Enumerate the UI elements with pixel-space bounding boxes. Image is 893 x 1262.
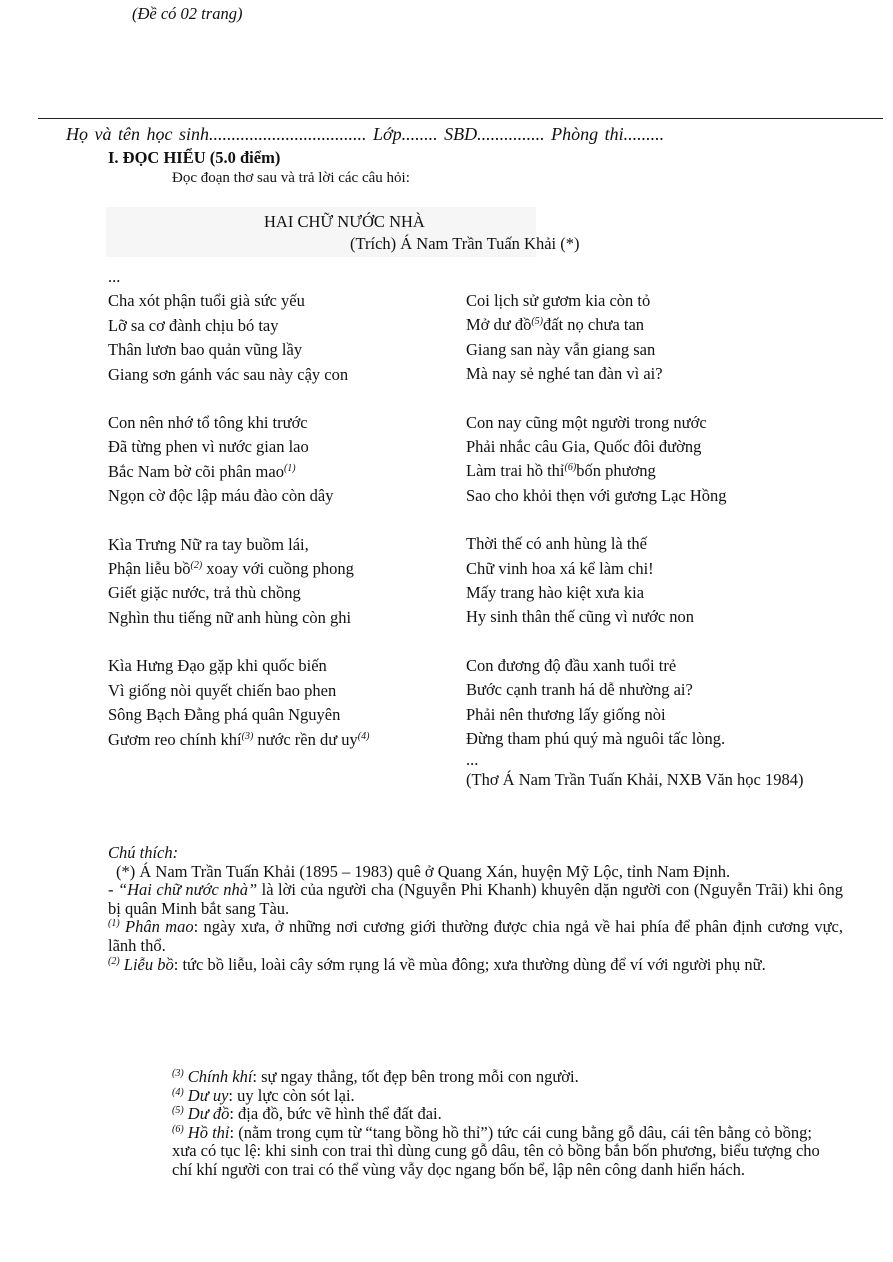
notes-block-indented [172, 1068, 832, 1180]
note-item: $^{(3)}$ Chính khí: sự ngay thẳng, tốt đẹp bên trong mỗi con người. [172, 1067, 579, 1086]
divider-line [38, 118, 883, 119]
poem-line: Đã từng phen vì nước gian lao [108, 437, 309, 457]
poem-line: Con nay cũng một người trong nước [466, 412, 707, 432]
note-item: $^{(2)}$ Liễu bồ: tức bồ liễu, loài cây sớm rụng lá về mùa đông; xưa thường dùng để ví với người phụ nữ. [108, 954, 766, 974]
poem-line: Bước cạnh tranh há dễ nhường ai? [466, 680, 693, 700]
note-item: $^{(4)}$ Dư uy: uy lực còn sót lại. [172, 1085, 355, 1105]
section-heading: I. ĐỌC HIỂU (5.0 điểm) [108, 148, 281, 167]
note-author: (*) Á Nam Trần Tuấn Khải (1895 – 1983) quê ở Quang Xán, huyện Mỹ Lộc, tỉnh Nam Định. [116, 861, 731, 881]
poem-line: Thời thế có anh hùng là thế [466, 534, 648, 554]
poem-line: Sông Bạch Đằng phá quân Nguyên [108, 705, 341, 725]
section-instruction: Đọc đoạn thơ sau và trả lời các câu hỏi: [172, 170, 410, 186]
poem-line: Kìa Trưng Nữ ra tay buồm lái, [108, 534, 309, 554]
notes-label: Chú thích: [108, 843, 179, 862]
poem-line: Cha xót phận tuổi già sức yếu [108, 291, 305, 311]
student-info-line: Họ và tên học sinh................................... Lớp........ SBD............... Phòng thi......... [66, 124, 665, 144]
poem-line: Mà nay sẻ nghé tan đàn vì ai? [466, 364, 663, 384]
poem-line: Ngọn cờ độc lập máu đào còn dây [108, 486, 334, 506]
poem-line: Chữ vinh hoa xá kể làm chi! [466, 558, 654, 578]
poem-line: Sao cho khỏi thẹn với gương Lạc Hồng [466, 485, 727, 505]
note-title: - “Hai chữ nước nhà” là lời của người cha (Nguyễn Phi Khanh) khuyên dặn người con (Nguyễn Trãi) khi ông bị quân Minh bắt sang Tàu. [108, 880, 843, 918]
poem-line: Nghìn thu tiếng nữ anh hùng còn ghi [108, 607, 352, 627]
poem-line: Lỡ sa cơ đành chịu bó tay [108, 315, 279, 335]
notes-block [108, 844, 843, 974]
poem-line: Bắc Nam bờ cõi phân mao$^{(1)}$ [108, 461, 296, 481]
poem-line: Kìa Hưng Đạo gặp khi quốc biến [108, 656, 327, 676]
poem-line: Coi lịch sử gươm kia còn tỏ [466, 291, 651, 310]
poem-line: Mở dư đồ$^{(5)}$đất nọ chưa tan [466, 315, 645, 335]
footnote-ref: (6) [564, 462, 577, 474]
poem-line: Phận liễu bồ$^{(2)}$ xoay với cuồng phong [108, 559, 354, 579]
poem-line: Phải nên thương lấy giống nòi [466, 704, 666, 724]
poem-line: Gươm reo chính khí$^{(3)}$ nước rền dư $uy^{(4)}$ [108, 729, 370, 749]
poem-line: Làm trai hồ thỉ$^{(6)}$bốn phương [466, 461, 656, 481]
poem-source: (Thơ Á Nam Trần Tuấn Khải, NXB Văn học 1984) [466, 769, 804, 789]
poem-line: Vì giống nòi quyết chiến bao phen [108, 680, 337, 700]
poem-title: HAI CHỮ NƯỚC NHÀ [264, 212, 425, 231]
footnote-ref: (2) [190, 560, 203, 572]
poem-subtitle: (Trích) Á Nam Trần Tuấn Khải (*) [350, 234, 580, 253]
footnote-ref: (5) [531, 316, 544, 328]
poem-line: Con đương độ đầu xanh tuổi trẻ [466, 655, 677, 675]
footnote-ref: (4) [357, 730, 370, 742]
footnote-ref: (3) [241, 730, 254, 742]
poem-end-ellipsis: ... [466, 749, 479, 769]
note-item: $^{(1)}$ Phân mao: ngày xưa, ở những nơi cương giới thường được chia ngả về hai phía để phân định cương vực, lãnh thổ. [108, 917, 843, 955]
poem-line: Con nên nhớ tổ tông khi trước [108, 413, 308, 433]
poem-line: Đừng tham phú quý mà nguôi tấc lòng. [466, 729, 726, 749]
poem-line: Giang san này vẫn giang san [466, 339, 656, 359]
poem-ellipsis: ... [108, 267, 121, 286]
poem-line: Phải nhắc câu Gia, Quốc đôi đường [466, 437, 702, 457]
poem-line: Giết giặc nước, trả thù chồng [108, 583, 301, 603]
poem-line: Giang sơn gánh vác sau này cậy con [108, 364, 349, 384]
poem-left-column [108, 265, 369, 752]
poem-right-column [466, 289, 804, 792]
poem-line: Hy sinh thân thế cũng vì nước non [466, 607, 695, 627]
page-count-note: (Đề có 02 trang) [132, 4, 243, 23]
footnote-ref: (1) [283, 462, 296, 474]
note-item: $^{(5)}$ Dư đồ: địa đồ, bức vẽ hình thể đất đai. [172, 1104, 442, 1124]
poem-line: Thân lươn bao quản vũng lầy [108, 340, 303, 360]
poem-line: Mấy trang hào kiệt xưa kia [466, 583, 645, 603]
note-item: $^{(6)}$ Hồ thỉ: (nằm trong cụm từ “tang bồng hồ thỉ”) tức cái cung bằng gỗ dâu, cái tên bằng cỏ bồng; xưa có tục lệ: khi sinh con trai thì dùng cung gỗ dâu, tên cỏ bồng bắn bốn phương, biểu tượng cho chí khí người con trai có thể vùng vẫy dọc ngang bốn bể, lập nên công danh hiển hách. [172, 1122, 820, 1179]
